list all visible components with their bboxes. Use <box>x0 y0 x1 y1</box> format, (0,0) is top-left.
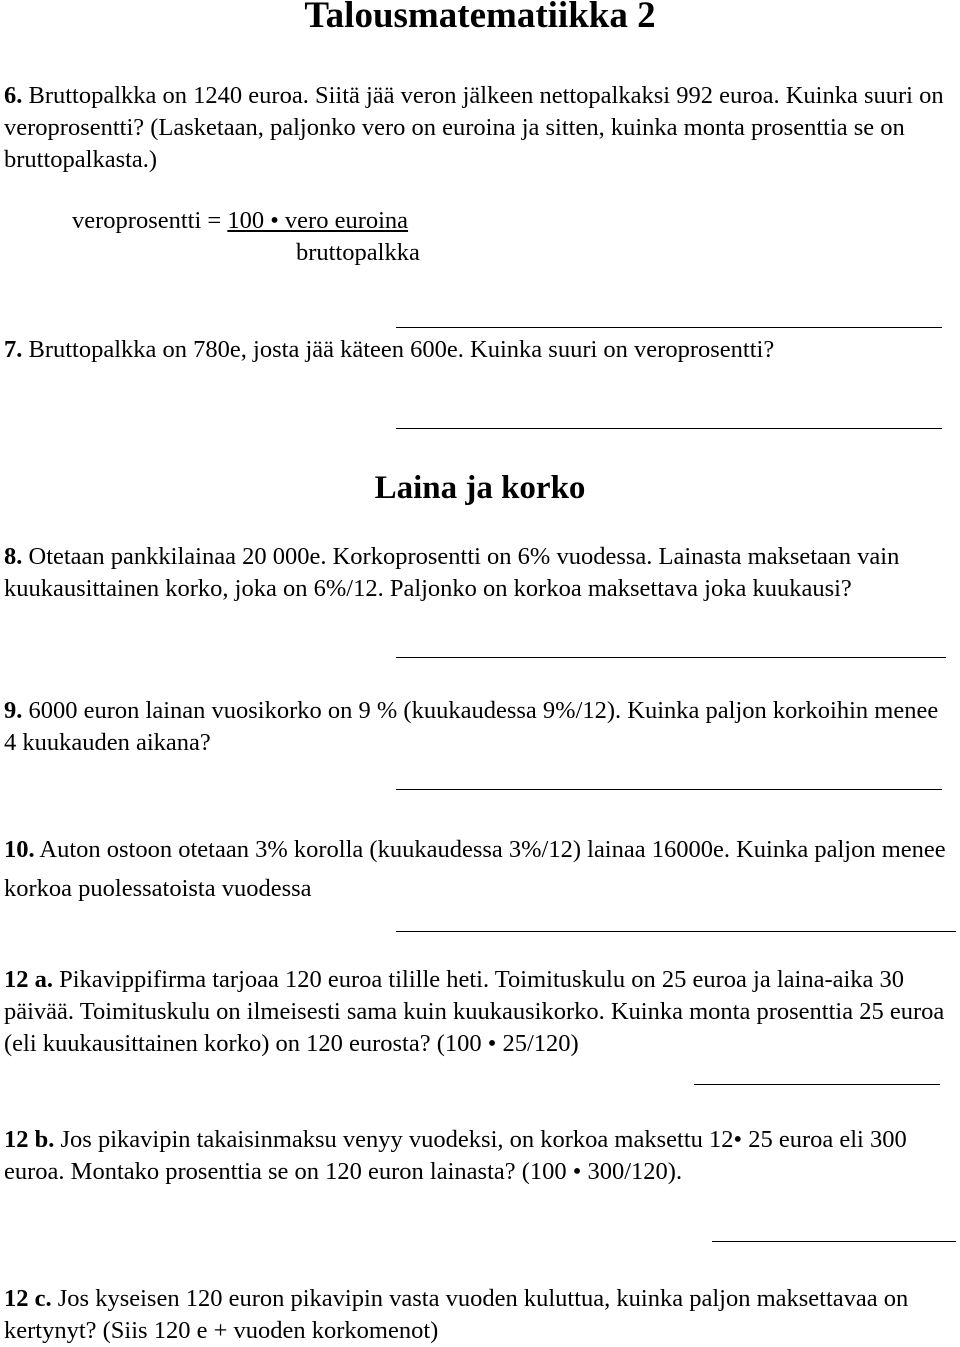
question-10-number: 10. <box>4 836 35 863</box>
question-9 <box>0 695 960 759</box>
question-7-text: Bruttopalkka on 780e, josta jää käteen 600e. Kuinka suuri on veroprosentti? <box>22 336 775 363</box>
question-8-text: Otetaan pankkilainaa 20 000e. Korkoprosentti on 6% vuodessa. Lainasta maksetaan vain kuukausittainen korko, joka on 6%/12. Paljonko on korkoa maksettava joka kuukausi? <box>4 543 900 602</box>
question-8 <box>0 541 960 605</box>
formula-lhs: veroprosentti = <box>72 207 228 234</box>
question-12c-text: Jos kyseisen 120 euron pikavipin vasta vuoden kuluttua, kuinka paljon maksettavaa on kertynyt? (Siis 120 e + vuoden korkomenot) <box>4 1285 909 1344</box>
question-12a <box>0 964 960 1060</box>
question-7 <box>0 334 960 366</box>
answer-line-6[interactable] <box>396 327 942 328</box>
question-12b-number: 12 b. <box>4 1126 55 1153</box>
question-12a-text: Pikavippifirma tarjoaa 120 euroa tilille heti. Toimituskulu on 25 euroa ja laina-aika 30 päivää. Toimituskulu on ilmeisesti sama kuin kuukausikorko. Kuinka monta prosenttia 25 euroa (eli kuukausittainen korko) on 120 eurosta? (100 • 25/120) <box>4 966 945 1057</box>
answer-line-7[interactable] <box>396 428 942 429</box>
question-6-text: Bruttopalkka on 1240 euroa. Siitä jää veron jälkeen nettopalkaksi 992 euroa. Kuinka suuri on veroprosentti? (Lasketaan, paljonko vero on euroina ja sitten, kuinka monta prosenttia se on bruttopalkasta.) <box>4 82 944 173</box>
formula-denominator: bruttopalkka <box>296 239 420 266</box>
question-8-number: 8. <box>4 543 23 570</box>
question-12b <box>0 1124 960 1188</box>
question-9-text: 6000 euron lainan vuosikorko on 9 % (kuukaudessa 9%/12). Kuinka paljon korkoihin menee 4 kuukauden aikana? <box>4 697 939 756</box>
answer-line-12a[interactable] <box>694 1084 940 1085</box>
answer-line-12b[interactable] <box>712 1241 956 1242</box>
question-7-number: 7. <box>4 336 23 363</box>
answer-line-9[interactable] <box>396 789 942 790</box>
question-12b-text: Jos pikavipin takaisinmaksu venyy vuodeksi, on korkoa maksettu 12• 25 euroa eli 300 euroa. Montako prosenttia se on 120 euron lainasta? (100 • 300/120). <box>4 1126 907 1185</box>
formula-numerator: 100 • vero euroina <box>227 207 409 234</box>
question-10 <box>0 830 960 908</box>
question-6 <box>0 80 960 176</box>
question-12c <box>0 1283 960 1347</box>
question-12a-number: 12 a. <box>4 966 53 993</box>
answer-line-10[interactable] <box>396 931 956 932</box>
question-9-number: 9. <box>4 697 23 724</box>
answer-line-8[interactable] <box>396 657 946 658</box>
question-6-number: 6. <box>4 82 23 109</box>
question-10-text: Auton ostoon otetaan 3% korolla (kuukaudessa 3%/12) lainaa 16000e. Kuinka paljon menee korkoa puolessatoista vuodessa <box>4 836 946 902</box>
section-heading: Laina ja korko <box>374 470 586 506</box>
formula-veroprosentti <box>72 205 960 237</box>
question-12c-number: 12 c. <box>4 1285 52 1312</box>
page-title: Talousmatematiikka 2 <box>304 0 656 36</box>
